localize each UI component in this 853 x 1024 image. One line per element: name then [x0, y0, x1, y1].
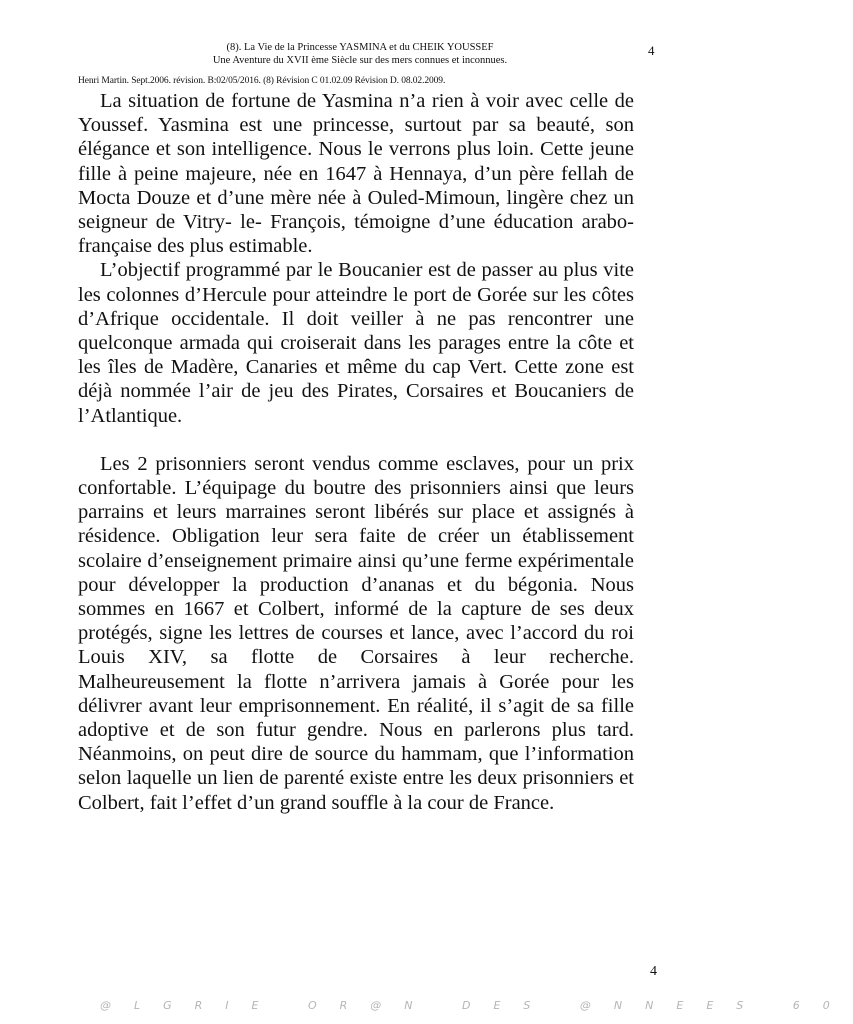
running-header: [150, 41, 570, 67]
footer-watermark: @LGRIE OR@N DES @NNEES 60: [100, 999, 853, 1012]
revision-note: Henri Martin. Sept.2006. révision. B:02/05/2016. (8) Révision C 01.02.09 Révision D. 08.02.2009.: [78, 76, 446, 86]
paragraph-3: Les 2 prisonniers seront vendus comme esclaves, pour un prix confortable. L’équipage du boutre des prisonniers ainsi que leurs parrains et leurs marraines seront libérés sur place et assignés à résidence. Obligation leur sera faite de créer un établissement scolaire d’enseignement primaire ainsi qu’une ferme expérimentale pour développer la production d’ananas et du bégonia. Nous sommes en 1667 et Colbert, informé de la capture de ses deux protégés, signe les lettres de courses et lance, avec l’accord du roi Louis XIV, sa flotte de Corsaires à leur recherche. Malheureusement la flotte n’arrivera jamais à Gorée pour les délivrer avant leur emprisonnement. En réalité, il s’agit de sa fille adoptive et de son futur gendre. Nous en parlerons plus tard. Néanmoins, on peut dire de source du hammam, que l’information selon laquelle un lien de parenté existe entre les deux prisonniers et Colbert, fait l’effet d’un grand souffle à la cour de France.: [78, 452, 634, 814]
page-number-top: 4: [648, 43, 655, 58]
paragraph-1: La situation de fortune de Yasmina n’a rien à voir avec celle de Youssef. Yasmina est une princesse, surtout par sa beauté, son élégance et son intelligence. Nous le verrons plus loin. Cette jeune fille à peine majeure, née en 1647 à Hennaya, d’un père fellah de Mocta Douze et d’une mère née à Ouled-Mimoun, lingère chez un seigneur de Vitry- le- François, témoigne d’une éducation arabo-française des plus estimable.: [78, 90, 634, 258]
paragraph-2: L’objectif programmé par le Boucanier est de passer au plus vite les colonnes d’Hercule pour atteindre le port de Gorée sur les côtes d’Afrique occidentale. Il doit veiller à ne pas rencontrer une quelconque armada qui croiserait dans les parages entre la côte et les îles de Madère, Canaries et même du cap Vert. Cette zone est déjà nommée l’air de jeu des Pirates, Corsaires et Boucaniers de l’Atlantique.: [78, 259, 634, 427]
header-title-line-1: (8). La Vie de la Princesse YASMINA et du CHEIK YOUSSEF: [226, 42, 494, 53]
body-text: [78, 89, 634, 815]
header-title-line-2: Une Aventure du XVII ème Siècle sur des mers connues et inconnues.: [212, 55, 508, 66]
page-number-bottom: 4: [650, 964, 657, 979]
